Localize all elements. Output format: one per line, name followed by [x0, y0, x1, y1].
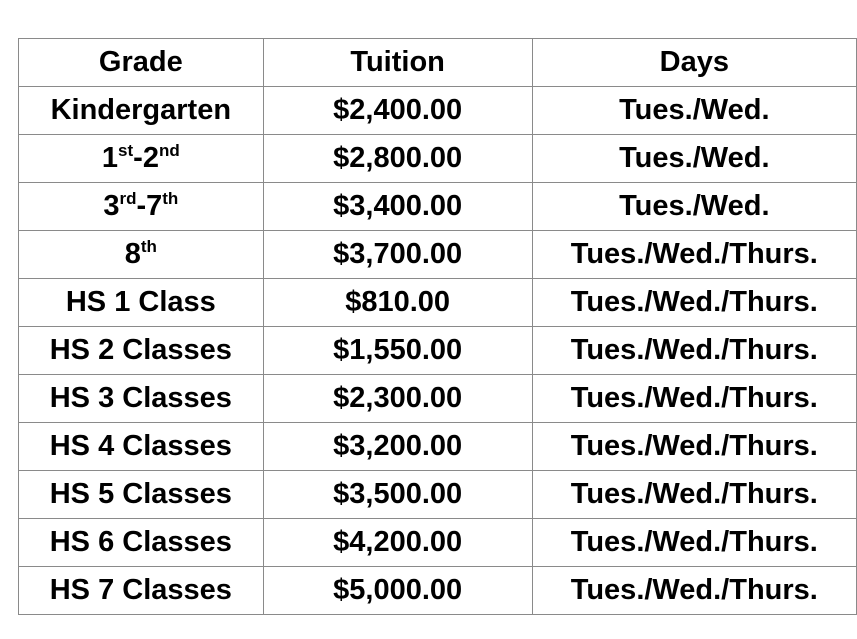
- grade-text: 8: [124, 238, 141, 270]
- days-cell: Tues./Wed./Thurs.: [532, 327, 856, 375]
- grade-text: HS 7 Classes: [49, 574, 232, 606]
- days-cell: Tues./Wed./Thurs.: [532, 375, 856, 423]
- days-cell: Tues./Wed./Thurs.: [532, 423, 856, 471]
- table-row: [19, 327, 857, 375]
- tuition-cell: $4,200.00: [263, 519, 532, 567]
- grade-cell: [19, 327, 264, 375]
- days-cell: Tues./Wed./Thurs.: [532, 231, 856, 279]
- grade-cell: [19, 471, 264, 519]
- grade-suffix: th: [140, 237, 157, 256]
- days-cell: Tues./Wed./Thurs.: [532, 519, 856, 567]
- column-header-days: Days: [532, 39, 856, 87]
- grade-suffix: st: [118, 141, 134, 160]
- grade-suffix: th: [162, 189, 179, 208]
- column-header-tuition: Tuition: [263, 39, 532, 87]
- grade-cell: [19, 423, 264, 471]
- grade-suffix: rd: [119, 189, 137, 208]
- days-cell: Tues./Wed./Thurs.: [532, 567, 856, 615]
- grade-text: Kindergarten: [50, 94, 232, 126]
- table-row: [19, 87, 857, 135]
- table-row: [19, 471, 857, 519]
- table-row: [19, 375, 857, 423]
- grade-range-end: -7: [136, 190, 163, 222]
- tuition-cell: $2,300.00: [263, 375, 532, 423]
- grade-cell: [19, 279, 264, 327]
- grade-text: 1: [101, 142, 119, 174]
- tuition-cell: $5,000.00: [263, 567, 532, 615]
- tuition-cell: $3,500.00: [263, 471, 532, 519]
- grade-range-end: -2: [133, 142, 159, 174]
- grade-text: HS 2 Classes: [49, 334, 232, 366]
- grade-text: HS 1 Class: [65, 286, 216, 318]
- table-row: [19, 135, 857, 183]
- days-cell: Tues./Wed./Thurs.: [532, 279, 856, 327]
- tuition-table: [18, 38, 857, 615]
- days-cell: Tues./Wed.: [532, 135, 856, 183]
- column-header-grade: Grade: [19, 39, 264, 87]
- table-row: [19, 567, 857, 615]
- grade-text: HS 5 Classes: [49, 478, 232, 510]
- grade-cell: [19, 567, 264, 615]
- tuition-cell: $3,200.00: [263, 423, 532, 471]
- table-row: [19, 279, 857, 327]
- table-row: [19, 231, 857, 279]
- grade-cell: [19, 519, 264, 567]
- grade-cell: [19, 87, 264, 135]
- days-cell: Tues./Wed./Thurs.: [532, 471, 856, 519]
- header-row: [19, 39, 857, 87]
- tuition-cell: $2,400.00: [263, 87, 532, 135]
- grade-text: HS 4 Classes: [49, 430, 232, 462]
- grade-suffix: nd: [158, 141, 180, 160]
- grade-text: 3: [103, 190, 120, 222]
- tuition-cell: $3,700.00: [263, 231, 532, 279]
- grade-cell: [19, 375, 264, 423]
- table-row: [19, 183, 857, 231]
- tuition-cell: $1,550.00: [263, 327, 532, 375]
- grade-cell: [19, 135, 264, 183]
- grade-text: HS 6 Classes: [49, 526, 232, 558]
- tuition-cell: $2,800.00: [263, 135, 532, 183]
- days-cell: Tues./Wed.: [532, 87, 856, 135]
- tuition-cell: $810.00: [263, 279, 532, 327]
- days-cell: Tues./Wed.: [532, 183, 856, 231]
- grade-text: HS 3 Classes: [49, 382, 232, 414]
- grade-cell: [19, 183, 264, 231]
- table-row: [19, 519, 857, 567]
- table-row: [19, 423, 857, 471]
- tuition-cell: $3,400.00: [263, 183, 532, 231]
- grade-cell: [19, 231, 264, 279]
